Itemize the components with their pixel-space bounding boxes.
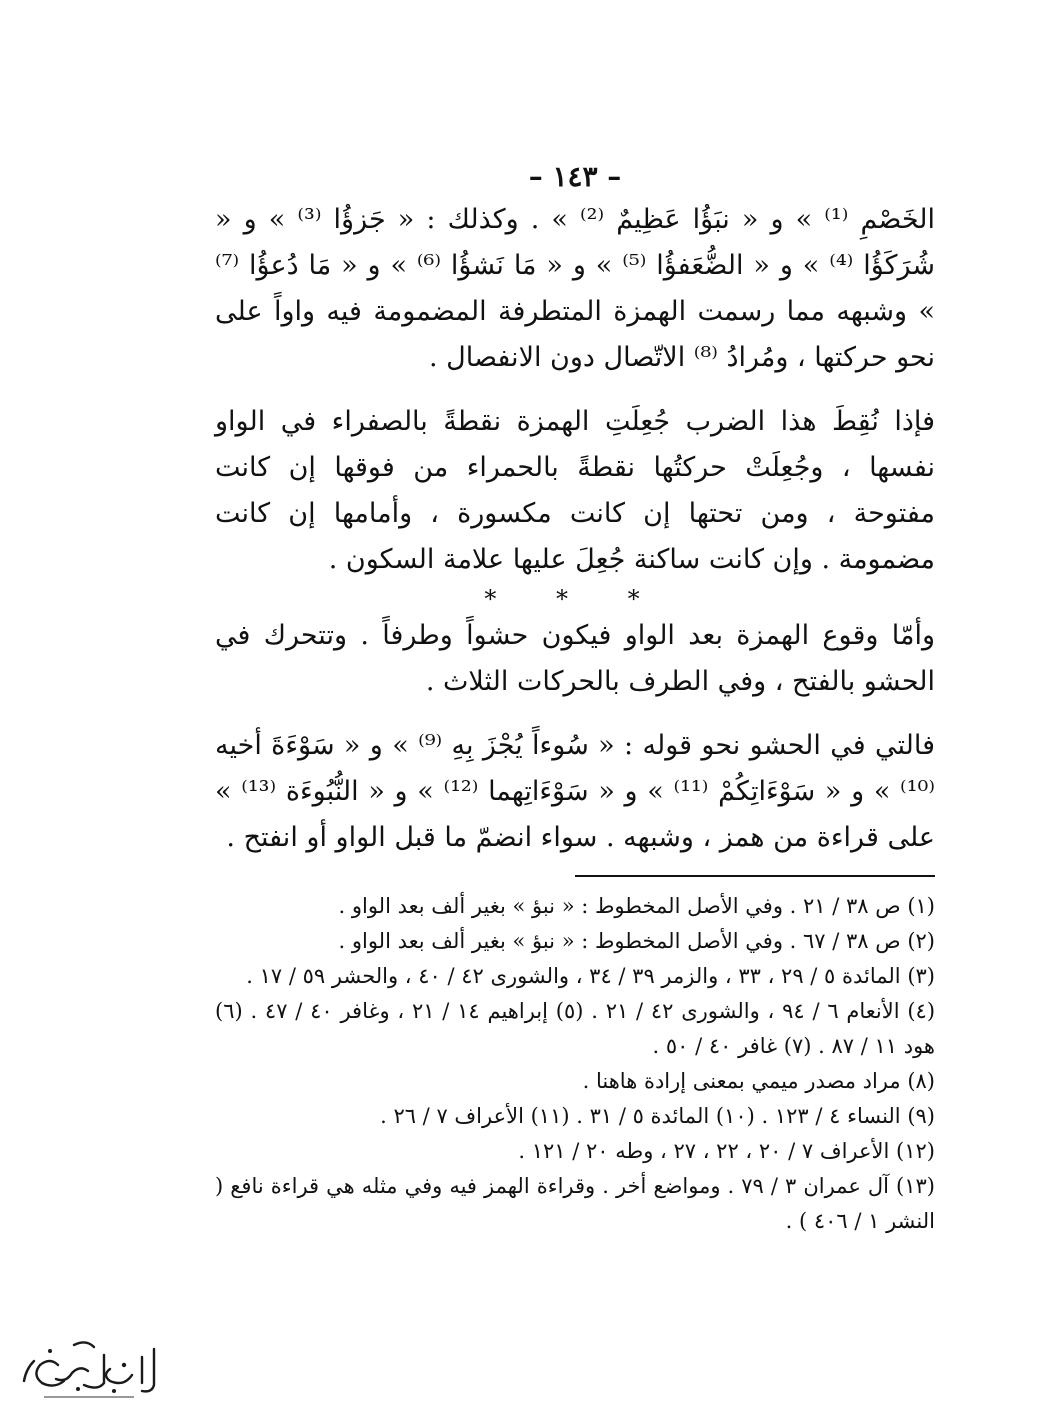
footnote: (١٣) آل عمران ٣ / ٧٩ . ومواضع أخر . وقراءة الهمز فيه وفي مثله هي قراءة نافع ( النشر ١ / ٤٠٦ ) . bbox=[215, 1174, 935, 1233]
paragraph: الخَصْمِ ⁽¹⁾ » و « نبَؤُا عَظِيمٌ ⁽²⁾ » . وكذلك : « جَزؤُا ⁽³⁾ » و « شُرَكَؤُا ⁽⁴⁾ » و « الضُّعَفؤُا ⁽⁵⁾ » و « مَا نَشؤُا ⁽⁶⁾ » و « مَا دُعؤُا ⁽⁷⁾ » وشبهه مما رسمت الهمزة المتطرفة المضمومة فيه واواً على نحو حركتها ، ومُرادُ ⁽⁸⁾ الاتّصال دون الانفصال . bbox=[215, 204, 936, 373]
book-page bbox=[215, 160, 935, 1239]
footnote: (٨) مراد مصدر ميمي بمعنى إرادة هاهنا . bbox=[582, 1069, 935, 1093]
footnote-rule bbox=[575, 875, 935, 877]
calligraphy-stamp-icon bbox=[14, 1335, 164, 1405]
page-number: – ١٤٣ – bbox=[528, 160, 622, 193]
footnotes bbox=[215, 889, 935, 1239]
footnote: (١) ص ٣٨ / ٢١ . وفي الأصل المخطوط : « نبؤ » بغير ألف بعد الواو . bbox=[338, 894, 935, 918]
footnote: (٤) الأنعام ٦ / ٩٤ ، والشورى ٤٢ / ٢١ . (٥) إبراهيم ١٤ / ٢١ ، وغافر ٤٠ / ٤٧ . (٦) هود ١١ / ٨٧ . (٧) غافر ٤٠ / ٥٠ . bbox=[215, 999, 936, 1058]
footnote: (٢) ص ٣٨ / ٦٧ . وفي الأصل المخطوط : « نبؤ » بغير ألف بعد الواو . bbox=[338, 929, 935, 953]
footnote: (١٢) الأعراف ٧ / ٢٠ ، ٢٢ ، ٢٧ ، وطه ٢٠ / ١٢١ . bbox=[518, 1139, 935, 1163]
footnote: (٣) المائدة ٥ / ٢٩ ، ٣٣ ، والزمر ٣٩ / ٣٤ ، والشورى ٤٢ / ٤٠ ، والحشر ٥٩ / ١٧ . bbox=[246, 964, 935, 988]
footnote: (٩) النساء ٤ / ١٢٣ . (١٠) المائدة ٥ / ٣١ . (١١) الأعراف ٧ / ٢٦ . bbox=[380, 1104, 935, 1128]
paragraph: فإذا نُقِطَ هذا الضرب جُعِلَتِ الهمزة نقطةً بالصفراء في الواو نفسها ، وجُعِلَتْ حركتُها نقطةً بالحمراء من فوقها إن كانت مفتوحة ، ومن تحتها إن كانت مكسورة ، وأمامها إن كانت مضمومة . وإن كانت ساكنة جُعِلَ عليها علامة السكون . bbox=[215, 406, 935, 575]
section-separator: * * * bbox=[484, 585, 666, 613]
paragraph: وأمّا وقوع الهمزة بعد الواو فيكون حشواً وطرفاً . وتتحرك في الحشو بالفتح ، وفي الطرف بالحركات الثلاث . bbox=[215, 620, 935, 697]
paragraph: فالتي في الحشو نحو قوله : « سُوءاً يُجْزَ بِهِ ⁽⁹⁾ » و « سَوْءَةَ أخيه ⁽¹⁰⁾ » و « سَوْءَاتِكُمْ ⁽¹¹⁾ » و « سَوْءَاتِهما ⁽¹²⁾ » و « النُّبُوءَة ⁽¹³⁾ » على قراءة من همز ، وشبهه . سواء انضمّ ما قبل الواو أو انفتح . bbox=[215, 730, 935, 853]
main-text bbox=[215, 197, 935, 861]
library-stamp-logo bbox=[14, 1335, 164, 1405]
